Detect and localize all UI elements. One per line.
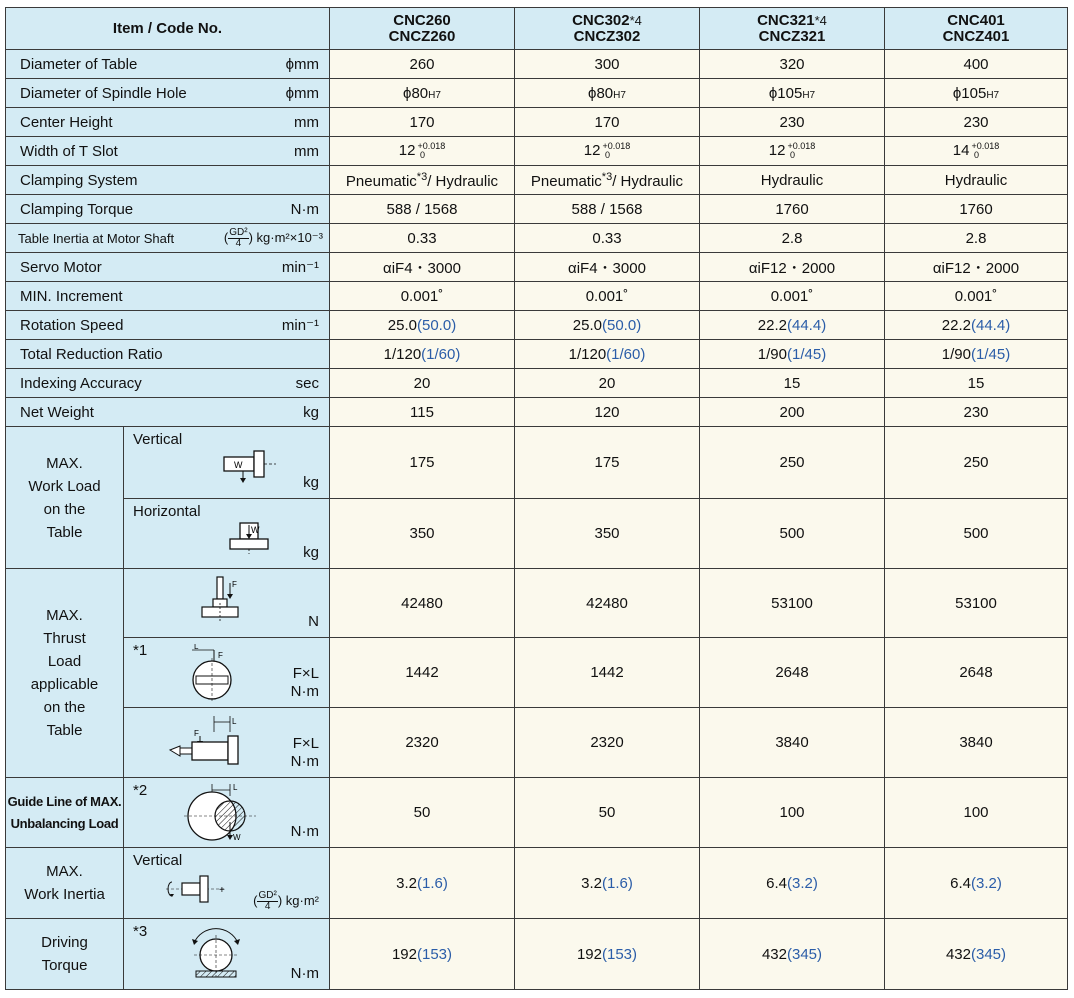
value-cell: 12 +0.018 0 — [700, 137, 885, 166]
value-cell: 300 — [515, 50, 700, 79]
row-unit: kg — [303, 474, 319, 491]
footnote-marker: *3 — [133, 923, 148, 940]
row-thrust-axial — [6, 569, 1068, 638]
value-cell: 192(153) — [330, 919, 515, 990]
value-cell: 53100 — [885, 569, 1068, 638]
value-cell: 250 — [700, 427, 885, 499]
spec-table — [5, 7, 1068, 990]
value-cell: 12 +0.018 0 — [330, 137, 515, 166]
header-title: Item / Code No. — [6, 8, 330, 50]
row-reduction-ratio — [6, 340, 1068, 369]
model-col-4: CNC401 CNCZ401 — [885, 8, 1068, 50]
row-label: Vertical — [133, 852, 183, 869]
svg-text:F: F — [194, 729, 199, 738]
thrust-axial-cell — [124, 569, 330, 638]
value-cell: 0.001˚ — [515, 282, 700, 311]
value-cell: 350 — [515, 499, 700, 569]
value-cell: 175 — [515, 427, 700, 499]
row-unit: sec — [295, 374, 319, 392]
row-unit: kg — [303, 544, 319, 561]
value-cell: 230 — [885, 398, 1068, 427]
value-cell: 100 — [885, 778, 1068, 848]
row-unbalancing-load — [6, 778, 1068, 848]
row-unit: ( $\frac{\text{GD²}}{4}$ ) kg·m² — [253, 890, 319, 912]
value-cell: 20 — [330, 369, 515, 398]
row-unit: min⁻¹ — [281, 317, 319, 334]
value-cell: 2320 — [515, 708, 700, 778]
row-thrust-side — [6, 708, 1068, 778]
axial-thrust-icon — [200, 575, 248, 625]
driving-torque-group-label: Driving Torque — [6, 919, 124, 990]
svg-text:W: W — [233, 833, 241, 842]
value-cell: Pneumatic$^{*3}$/ Hydraulic — [515, 166, 700, 195]
row-unit: N·m — [290, 965, 319, 982]
value-cell: 0.33 — [330, 224, 515, 253]
value-cell: 3.2(1.6) — [330, 848, 515, 919]
value-cell: 175 — [330, 427, 515, 499]
row-label: Rotation Speed — [20, 316, 124, 334]
value-cell: 260 — [330, 50, 515, 79]
svg-text:+: + — [219, 885, 225, 896]
row-servo-motor — [6, 253, 1068, 282]
value-cell: 2320 — [330, 708, 515, 778]
value-cell: 192(153) — [515, 919, 700, 990]
footnote-marker: *2 — [133, 782, 148, 799]
header-row — [6, 8, 1068, 50]
value-cell: 0.33 — [515, 224, 700, 253]
row-center-height — [6, 108, 1068, 137]
value-cell: 230 — [885, 108, 1068, 137]
row-label: Center Height — [20, 113, 113, 131]
value-cell: 1/120(1/60) — [330, 340, 515, 369]
value-cell: 6.4(3.2) — [700, 848, 885, 919]
row-thrust-radial — [6, 638, 1068, 708]
value-cell: 50 — [330, 778, 515, 848]
thrust-radial-cell — [124, 638, 330, 708]
row-label: MIN. Increment — [20, 287, 123, 305]
value-cell: 588 / 1568 — [330, 195, 515, 224]
row-work-inertia — [6, 848, 1068, 919]
row-unit: F×L N·m — [290, 735, 319, 770]
value-cell: Hydraulic — [885, 166, 1068, 195]
value-cell: 115 — [330, 398, 515, 427]
row-label: Vertical — [133, 431, 183, 448]
row-indexing-accuracy — [6, 369, 1068, 398]
svg-text:W: W — [234, 460, 243, 470]
model-col-1: CNC260 CNCZ260 — [330, 8, 515, 50]
row-unit: N·m — [290, 200, 319, 218]
value-cell: 14 +0.018 0 — [885, 137, 1068, 166]
row-label: Clamping Torque — [20, 200, 134, 218]
value-cell: 400 — [885, 50, 1068, 79]
thrust-load-group-label: MAX. Thrust Load applicable on the Table — [6, 569, 124, 778]
row-unit: ϕmm — [285, 55, 319, 73]
value-cell: 500 — [885, 499, 1068, 569]
value-cell: 0.001˚ — [330, 282, 515, 311]
row-label: Diameter of Spindle Hole — [20, 84, 187, 102]
row-unit: kg — [303, 403, 319, 421]
svg-text:L: L — [194, 644, 199, 651]
value-cell: 1442 — [330, 638, 515, 708]
value-cell: 1760 — [885, 195, 1068, 224]
model-col-2: CNC302*4 CNCZ302 — [515, 8, 700, 50]
row-unit: ( $\frac{\text{GD²}}{4}$ ) kg·m²×10⁻³ — [223, 226, 323, 249]
svg-text:L: L — [233, 783, 238, 792]
work-load-vertical-cell — [124, 427, 330, 499]
value-cell: 12 +0.018 0 — [515, 137, 700, 166]
row-unit: mm — [294, 142, 319, 160]
value-cell: 2648 — [700, 638, 885, 708]
value-cell: 250 — [885, 427, 1068, 499]
row-label: Clamping System — [20, 171, 138, 189]
value-cell: 6.4(3.2) — [885, 848, 1068, 919]
svg-text:F: F — [232, 580, 237, 589]
value-cell: 15 — [700, 369, 885, 398]
value-cell: ϕ105H7 — [700, 79, 885, 108]
footnote-marker: *1 — [133, 642, 148, 659]
value-cell: 230 — [700, 108, 885, 137]
value-cell: 50 — [515, 778, 700, 848]
model-col-3: CNC321*4 CNCZ321 — [700, 8, 885, 50]
value-cell: 0.001˚ — [700, 282, 885, 311]
row-clamping-system — [6, 166, 1068, 195]
value-cell: 200 — [700, 398, 885, 427]
value-cell: 25.0(50.0) — [515, 311, 700, 340]
work-load-group-label: MAX. Work Load on the Table — [6, 427, 124, 569]
value-cell: 3840 — [885, 708, 1068, 778]
value-cell: 2.8 — [885, 224, 1068, 253]
row-table-inertia — [6, 224, 1068, 253]
row-rotation-speed — [6, 311, 1068, 340]
row-min-increment — [6, 282, 1068, 311]
row-clamping-torque — [6, 195, 1068, 224]
side-thrust-icon — [166, 714, 250, 766]
row-label: Table Inertia at Motor Shaft — [18, 230, 175, 246]
value-cell: αiF12・2000 — [700, 253, 885, 282]
radial-thrust-icon — [184, 644, 240, 702]
value-cell: 3840 — [700, 708, 885, 778]
value-cell: αiF4・3000 — [515, 253, 700, 282]
row-label: Servo Motor — [20, 258, 102, 276]
value-cell: 22.2(44.4) — [885, 311, 1068, 340]
row-unit: ϕmm — [285, 84, 319, 102]
row-diameter-table — [6, 50, 1068, 79]
row-work-load-horizontal — [6, 499, 1068, 569]
svg-text:F: F — [218, 651, 223, 660]
value-cell: 120 — [515, 398, 700, 427]
row-label: Net Weight — [20, 403, 94, 421]
row-unit: mm — [294, 113, 319, 131]
value-cell: αiF4・3000 — [330, 253, 515, 282]
value-cell: 100 — [700, 778, 885, 848]
row-unit: min⁻¹ — [281, 259, 319, 276]
value-cell: 1/90(1/45) — [885, 340, 1068, 369]
value-cell: 20 — [515, 369, 700, 398]
work-inertia-cell — [124, 848, 330, 919]
row-work-load-vertical — [6, 427, 1068, 499]
value-cell: 1/90(1/45) — [700, 340, 885, 369]
value-cell: 500 — [700, 499, 885, 569]
value-cell: 350 — [330, 499, 515, 569]
driving-torque-cell — [124, 919, 330, 990]
value-cell: Pneumatic$^{*3}$/ Hydraulic — [330, 166, 515, 195]
value-cell: ϕ80H7 — [330, 79, 515, 108]
value-cell: 1442 — [515, 638, 700, 708]
svg-text:W: W — [251, 525, 260, 535]
value-cell: 53100 — [700, 569, 885, 638]
row-unit: F×L N·m — [290, 665, 319, 700]
row-net-weight — [6, 398, 1068, 427]
row-t-slot — [6, 137, 1068, 166]
row-label: Width of T Slot — [20, 142, 118, 160]
value-cell: 2.8 — [700, 224, 885, 253]
value-cell: 2648 — [885, 638, 1068, 708]
value-cell: 15 — [885, 369, 1068, 398]
thrust-side-cell — [124, 708, 330, 778]
work-load-horizontal-cell — [124, 499, 330, 569]
work-inertia-group-label: MAX. Work Inertia — [6, 848, 124, 919]
value-cell: 0.001˚ — [885, 282, 1068, 311]
row-label: Diameter of Table — [20, 55, 138, 73]
driving-torque-icon — [184, 925, 248, 983]
value-cell: 42480 — [515, 569, 700, 638]
value-cell: ϕ105H7 — [885, 79, 1068, 108]
work-inertia-icon — [164, 872, 234, 906]
value-cell: 170 — [515, 108, 700, 137]
svg-text:L: L — [232, 717, 237, 726]
row-unit: N — [308, 613, 319, 630]
value-cell: 3.2(1.6) — [515, 848, 700, 919]
row-label: Horizontal — [133, 503, 201, 520]
unbalance-cell — [124, 778, 330, 848]
row-unit: N·m — [290, 823, 319, 840]
value-cell: 432(345) — [885, 919, 1068, 990]
value-cell: Hydraulic — [700, 166, 885, 195]
value-cell: ϕ80H7 — [515, 79, 700, 108]
value-cell: 432(345) — [700, 919, 885, 990]
row-label: Total Reduction Ratio — [20, 345, 163, 363]
value-cell: 25.0(50.0) — [330, 311, 515, 340]
value-cell: 170 — [330, 108, 515, 137]
row-driving-torque — [6, 919, 1068, 990]
value-cell: 1760 — [700, 195, 885, 224]
value-cell: αiF12・2000 — [885, 253, 1068, 282]
row-spindle-hole — [6, 79, 1068, 108]
value-cell: 42480 — [330, 569, 515, 638]
horizontal-load-icon — [228, 521, 272, 555]
unbalance-load-icon — [182, 782, 258, 842]
value-cell: 588 / 1568 — [515, 195, 700, 224]
vertical-load-icon — [222, 449, 278, 485]
unbalance-group-label: Guide Line of MAX. Unbalancing Load — [6, 778, 124, 848]
value-cell: 1/120(1/60) — [515, 340, 700, 369]
value-cell: 320 — [700, 50, 885, 79]
row-label: Indexing Accuracy — [20, 374, 142, 392]
value-cell: 22.2(44.4) — [700, 311, 885, 340]
